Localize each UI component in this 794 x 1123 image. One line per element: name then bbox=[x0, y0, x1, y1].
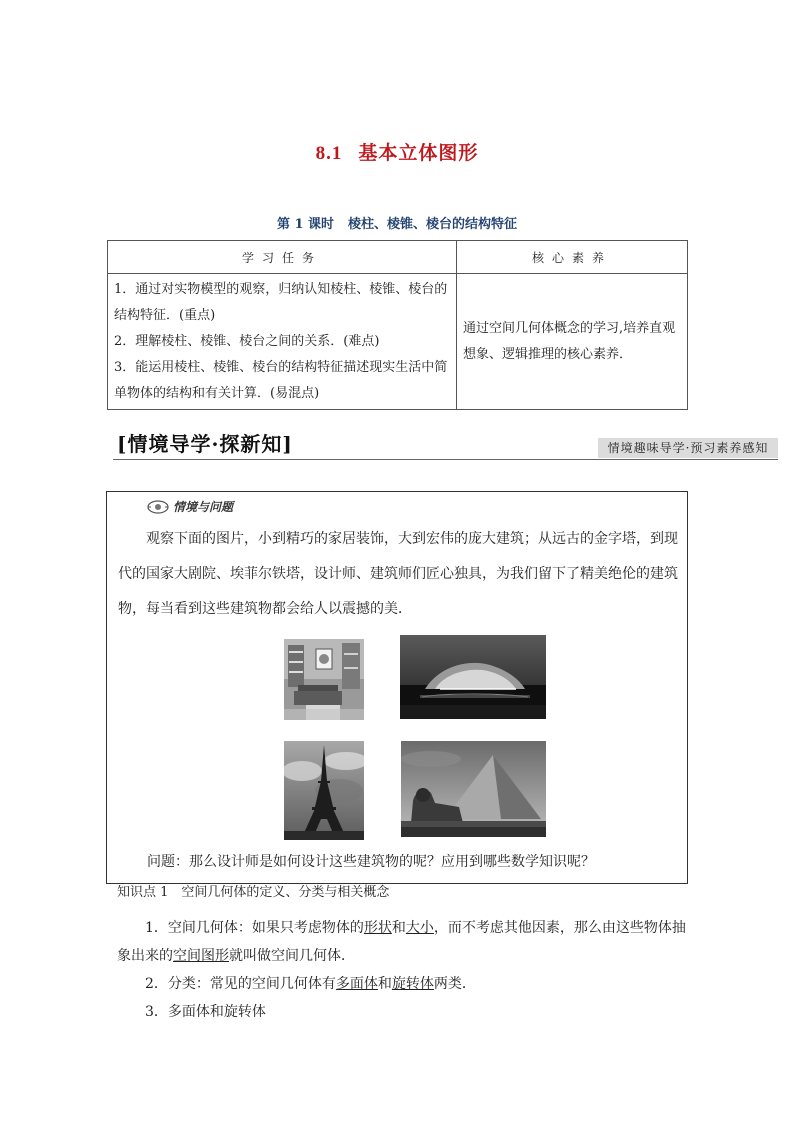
scenario-paragraph: 观察下面的图片，小到精巧的家居装饰，大到宏伟的庞大建筑；从远古的金字塔，到现代的国家大剧院、埃菲尔铁塔，设计师、建筑师们匠心独具，为我们留下了精美绝伦的建筑物，每当看到这些建筑物都会给人以震撼的美． bbox=[118, 531, 678, 617]
text-run: 就叫做空间几何体． bbox=[229, 948, 355, 964]
eiffel-tower-photo bbox=[284, 741, 364, 840]
scenario-badge bbox=[147, 498, 233, 515]
pyramid-photo bbox=[401, 741, 546, 837]
table-header-literacy: 核心素养 bbox=[457, 241, 688, 274]
underlined-term: 大小 bbox=[405, 920, 434, 936]
scenario-badge-label: 情境与问题 bbox=[173, 500, 234, 514]
text-run: 1．空间几何体：如果只考虑物体的 bbox=[145, 920, 364, 936]
living-room-photo bbox=[284, 639, 364, 720]
text-run: ，而不考虑其他因素，那么由这些物体抽象出来的 bbox=[117, 920, 686, 964]
section-title: 基本立体图形 bbox=[358, 142, 479, 164]
task-item: 2．理解棱柱、棱锥、棱台之间的关系．(难点) bbox=[114, 333, 380, 349]
knowledge-section bbox=[117, 884, 697, 1026]
section-tag: 情境趣味导学·预习素养感知 bbox=[598, 438, 778, 458]
lesson-subtitle bbox=[0, 213, 794, 232]
section-heading: [情境导学·探新知] bbox=[117, 432, 293, 456]
knowledge-item-2 bbox=[117, 970, 697, 998]
text-run: 两类． bbox=[433, 976, 476, 992]
text-run: 2．分类：常见的空间几何体有 bbox=[145, 976, 336, 992]
lesson-title: 棱柱、棱锥、棱台的结构特征 bbox=[348, 217, 518, 232]
knowledge-point-title: 知识点 1 空间几何体的定义、分类与相关概念 bbox=[117, 885, 390, 900]
scenario-box bbox=[106, 491, 688, 884]
section-number: 8.1 bbox=[315, 143, 343, 164]
knowledge-item-3: 3．多面体和旋转体 bbox=[145, 1004, 266, 1020]
underlined-term: 多面体 bbox=[335, 976, 378, 992]
underlined-term: 形状 bbox=[363, 920, 392, 936]
grand-theater-photo bbox=[400, 635, 546, 719]
scenario-question: 问题：那么设计师是如何设计这些建筑物的呢？应用到哪些数学知识呢？ bbox=[147, 854, 595, 870]
underlined-term: 旋转体 bbox=[391, 976, 434, 992]
text-run: 和 bbox=[391, 920, 406, 936]
lightbulb-icon bbox=[147, 500, 169, 514]
table-header-tasks: 学习任务 bbox=[108, 241, 457, 274]
underlined-term: 空间图形 bbox=[173, 948, 229, 964]
lesson-number: 第 1 课时 bbox=[276, 217, 335, 232]
task-item: 3．能运用棱柱、棱锥、棱台的结构特征描述现实生活中简单物体的结构和有关计算．(易混点) bbox=[114, 359, 448, 401]
learning-goals-table bbox=[107, 240, 688, 410]
literacy-cell: 通过空间几何体概念的学习,培养直观想象、逻辑推理的核心素养． bbox=[457, 274, 688, 410]
tasks-cell bbox=[108, 274, 457, 410]
task-item: 1．通过对实物模型的观察，归纳认知棱柱、棱锥、棱台的结构特征．(重点) bbox=[114, 281, 448, 323]
knowledge-item-1 bbox=[117, 914, 697, 970]
section-divider bbox=[113, 459, 778, 460]
page-title bbox=[0, 138, 794, 165]
text-run: 和 bbox=[377, 976, 392, 992]
